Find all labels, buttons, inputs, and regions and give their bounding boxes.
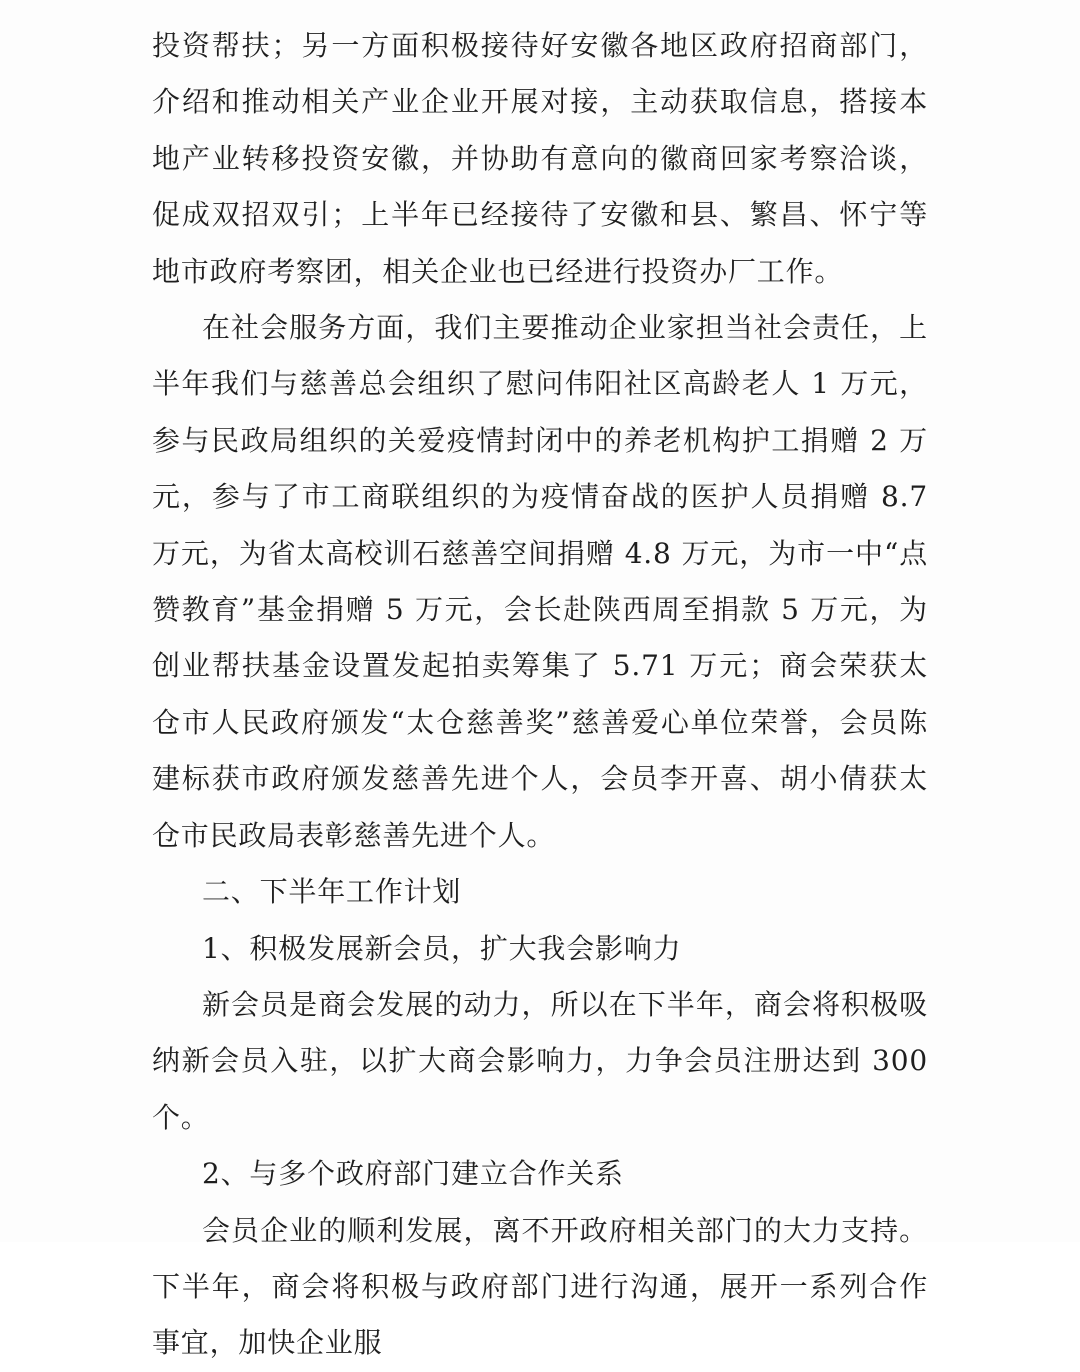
paragraph-investment-continuation: 投资帮扶；另一方面积极接待好安徽各地区政府招商部门，介绍和推动相关产业企业开展对接，主动获取信息，搭接本地产业转移投资安徽，并协助有意向的徽商回家考察洽谈，促成双招双引；上半年已经接待了安徽和县、繁昌、怀宁等地市政府考察团，相关企业也已经进行投资办厂工作。: [152, 29, 928, 288]
paragraph-government-cooperation: 会员企业的顺利发展，离不开政府相关部门的大力支持。下半年，商会将积极与政府部门进行沟通，展开一系列合作事宜，加快企业服: [152, 1213, 928, 1360]
item-heading-new-members: 1、积极发展新会员，扩大我会影响力: [202, 931, 682, 965]
item-heading-government-cooperation: 2、与多个政府部门建立合作关系: [202, 1157, 624, 1191]
paragraph-new-members: 新会员是商会发展的动力，所以在下半年，商会将积极吸纳新会员入驻，以扩大商会影响力，力争会员注册达到 300 个。: [152, 987, 928, 1134]
section-heading-second-half-plan: 二、下半年工作计划: [202, 875, 462, 909]
document-body: [152, 18, 928, 1372]
paragraph-social-service: 在社会服务方面，我们主要推动企业家担当社会责任，上半年我们与慈善总会组织了慰问伟阳社区高龄老人 1 万元，参与民政局组织的关爱疫情封闭中的养老机构护工捐赠 2 万元，参与了市工商联组织的为疫情奋战的医护人员捐赠 8.7 万元，为省太高校训石慈善空间捐赠 4.8 万元，为市一中“点赞教育”基金捐赠 5 万元，会长赴陕西周至捐款 5 万元，为创业帮扶基金设置发起拍卖筹集了 5.71 万元；商会荣获太仓市人民政府颁发“太仓慈善奖”慈善爱心单位荣誉，会员陈建标获市政府颁发慈善先进个人，会员李开喜、胡小倩获太仓市民政局表彰慈善先进个人。: [152, 311, 928, 852]
